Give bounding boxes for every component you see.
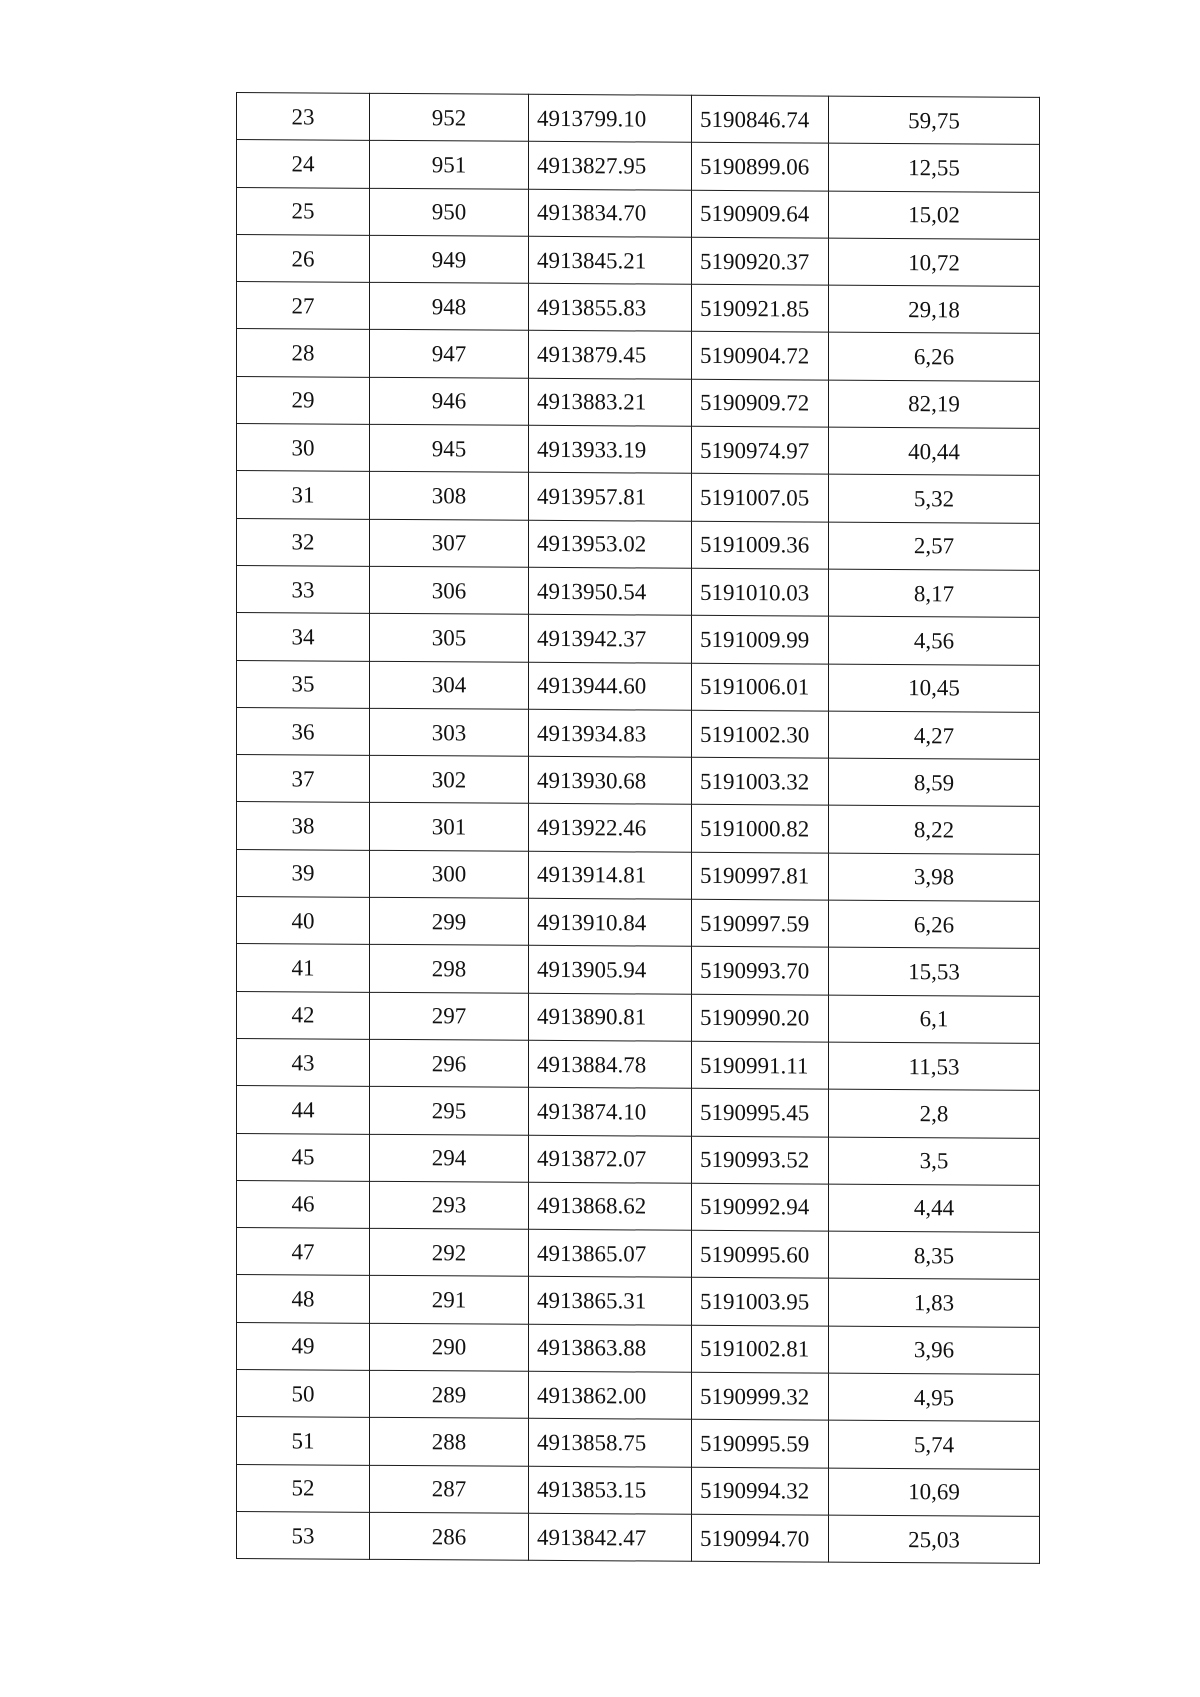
- row-number-cell: 38: [237, 802, 370, 850]
- point-number-cell: 304: [370, 661, 529, 709]
- row-number-cell: 51: [237, 1417, 370, 1465]
- y-coordinate-cell: 5191003.32: [692, 757, 829, 805]
- table-row: [237, 471, 1040, 523]
- row-number-cell: 49: [237, 1322, 370, 1370]
- table-row: [237, 944, 1040, 996]
- row-number-cell: 28: [237, 329, 370, 377]
- x-coordinate-cell: 4913874.10: [529, 1088, 692, 1136]
- point-number-cell: 292: [370, 1228, 529, 1276]
- segment-length-cell: 10,45: [829, 664, 1040, 713]
- y-coordinate-cell: 5190974.97: [692, 426, 829, 474]
- x-coordinate-cell: 4913868.62: [529, 1182, 692, 1230]
- row-number-cell: 32: [237, 518, 370, 566]
- y-coordinate-cell: 5190921.85: [692, 284, 829, 332]
- point-number-cell: 290: [370, 1323, 529, 1371]
- table-row: [237, 1511, 1040, 1563]
- segment-length-cell: 12,55: [829, 143, 1040, 192]
- x-coordinate-cell: 4913934.83: [529, 709, 692, 757]
- segment-length-cell: 8,22: [829, 806, 1040, 855]
- table-row: [237, 802, 1040, 854]
- point-number-cell: 288: [370, 1418, 529, 1466]
- table-row: [237, 897, 1040, 949]
- table-row: [237, 707, 1040, 759]
- y-coordinate-cell: 5190993.70: [692, 947, 829, 995]
- table-row: [237, 187, 1040, 239]
- segment-length-cell: 5,32: [829, 474, 1040, 523]
- y-coordinate-cell: 5190999.32: [692, 1372, 829, 1420]
- point-number-cell: 291: [370, 1276, 529, 1324]
- point-number-cell: 295: [370, 1087, 529, 1135]
- x-coordinate-cell: 4913842.47: [529, 1513, 692, 1561]
- point-number-cell: 298: [370, 945, 529, 993]
- segment-length-cell: 29,18: [829, 285, 1040, 334]
- y-coordinate-cell: 5191003.95: [692, 1278, 829, 1326]
- segment-length-cell: 40,44: [829, 427, 1040, 476]
- point-number-cell: 301: [370, 803, 529, 851]
- segment-length-cell: 82,19: [829, 380, 1040, 429]
- segment-length-cell: 3,98: [829, 853, 1040, 902]
- row-number-cell: 26: [237, 234, 370, 282]
- point-number-cell: 303: [370, 708, 529, 756]
- point-number-cell: 307: [370, 519, 529, 567]
- table-row: [237, 565, 1040, 617]
- y-coordinate-cell: 5190992.94: [692, 1183, 829, 1231]
- segment-length-cell: 11,53: [829, 1042, 1040, 1091]
- y-coordinate-cell: 5191009.36: [692, 521, 829, 569]
- y-coordinate-cell: 5190995.60: [692, 1230, 829, 1278]
- row-number-cell: 29: [237, 376, 370, 424]
- point-number-cell: 308: [370, 472, 529, 520]
- table-row: [237, 1228, 1040, 1280]
- row-number-cell: 40: [237, 897, 370, 945]
- x-coordinate-cell: 4913944.60: [529, 662, 692, 710]
- table-row: [237, 234, 1040, 286]
- segment-length-cell: 4,56: [829, 616, 1040, 665]
- row-number-cell: 36: [237, 707, 370, 755]
- x-coordinate-cell: 4913930.68: [529, 756, 692, 804]
- point-number-cell: 946: [370, 377, 529, 425]
- x-coordinate-cell: 4913858.75: [529, 1419, 692, 1467]
- row-number-cell: 25: [237, 187, 370, 235]
- point-number-cell: 305: [370, 614, 529, 662]
- y-coordinate-cell: 5190990.20: [692, 994, 829, 1042]
- x-coordinate-cell: 4913910.84: [529, 898, 692, 946]
- point-number-cell: 945: [370, 424, 529, 472]
- y-coordinate-cell: 5190904.72: [692, 332, 829, 380]
- y-coordinate-cell: 5190909.64: [692, 190, 829, 238]
- segment-length-cell: 8,17: [829, 569, 1040, 618]
- y-coordinate-cell: 5191000.82: [692, 805, 829, 853]
- table-row: [237, 282, 1040, 334]
- segment-length-cell: 2,57: [829, 522, 1040, 571]
- x-coordinate-cell: 4913883.21: [529, 378, 692, 426]
- row-number-cell: 24: [237, 140, 370, 188]
- y-coordinate-cell: 5191007.05: [692, 474, 829, 522]
- row-number-cell: 46: [237, 1180, 370, 1228]
- y-coordinate-cell: 5190994.70: [692, 1514, 829, 1562]
- row-number-cell: 31: [237, 471, 370, 519]
- row-number-cell: 30: [237, 424, 370, 472]
- x-coordinate-cell: 4913957.81: [529, 473, 692, 521]
- table-row: [237, 660, 1040, 712]
- table-row: [237, 1370, 1040, 1422]
- row-number-cell: 37: [237, 755, 370, 803]
- segment-length-cell: 5,74: [829, 1420, 1040, 1469]
- table-row: [237, 849, 1040, 901]
- table-row: [237, 376, 1040, 428]
- table-row: [237, 1180, 1040, 1232]
- table-row: [237, 1086, 1040, 1138]
- table-row: [237, 991, 1040, 1043]
- y-coordinate-cell: 5191002.30: [692, 710, 829, 758]
- x-coordinate-cell: 4913890.81: [529, 993, 692, 1041]
- point-number-cell: 951: [370, 141, 529, 189]
- x-coordinate-cell: 4913862.00: [529, 1371, 692, 1419]
- point-number-cell: 302: [370, 755, 529, 803]
- segment-length-cell: 2,8: [829, 1089, 1040, 1138]
- x-coordinate-cell: 4913853.15: [529, 1466, 692, 1514]
- x-coordinate-cell: 4913799.10: [529, 94, 692, 142]
- segment-length-cell: 10,72: [829, 238, 1040, 287]
- segment-length-cell: 25,03: [829, 1515, 1040, 1564]
- point-number-cell: 300: [370, 850, 529, 898]
- row-number-cell: 34: [237, 613, 370, 661]
- x-coordinate-cell: 4913872.07: [529, 1135, 692, 1183]
- segment-length-cell: 15,02: [829, 191, 1040, 240]
- table-row: [237, 329, 1040, 381]
- row-number-cell: 39: [237, 849, 370, 897]
- row-number-cell: 45: [237, 1133, 370, 1181]
- row-number-cell: 43: [237, 1038, 370, 1086]
- y-coordinate-cell: 5190846.74: [692, 95, 829, 143]
- table-row: [237, 518, 1040, 570]
- point-number-cell: 947: [370, 330, 529, 378]
- y-coordinate-cell: 5191009.99: [692, 616, 829, 664]
- y-coordinate-cell: 5191006.01: [692, 663, 829, 711]
- table-row: [237, 1038, 1040, 1090]
- segment-length-cell: 6,26: [829, 900, 1040, 949]
- y-coordinate-cell: 5190991.11: [692, 1041, 829, 1089]
- x-coordinate-cell: 4913834.70: [529, 189, 692, 237]
- y-coordinate-cell: 5190994.32: [692, 1467, 829, 1515]
- row-number-cell: 44: [237, 1086, 370, 1134]
- table-row: [237, 755, 1040, 807]
- segment-length-cell: 3,5: [829, 1137, 1040, 1186]
- y-coordinate-cell: 5190909.72: [692, 379, 829, 427]
- y-coordinate-cell: 5190899.06: [692, 143, 829, 191]
- y-coordinate-cell: 5190995.59: [692, 1420, 829, 1468]
- x-coordinate-cell: 4913879.45: [529, 331, 692, 379]
- y-coordinate-cell: 5190993.52: [692, 1136, 829, 1184]
- point-number-cell: 950: [370, 188, 529, 236]
- point-number-cell: 296: [370, 1039, 529, 1087]
- x-coordinate-cell: 4913953.02: [529, 520, 692, 568]
- coordinates-table: [236, 92, 1040, 1564]
- x-coordinate-cell: 4913855.83: [529, 283, 692, 331]
- segment-length-cell: 15,53: [829, 947, 1040, 996]
- table-row: [237, 1322, 1040, 1374]
- x-coordinate-cell: 4913827.95: [529, 142, 692, 190]
- y-coordinate-cell: 5190997.81: [692, 852, 829, 900]
- row-number-cell: 50: [237, 1370, 370, 1418]
- segment-length-cell: 4,44: [829, 1184, 1040, 1233]
- table-row: [237, 613, 1040, 665]
- segment-length-cell: 4,27: [829, 711, 1040, 760]
- y-coordinate-cell: 5191002.81: [692, 1325, 829, 1373]
- x-coordinate-cell: 4913865.07: [529, 1229, 692, 1277]
- segment-length-cell: 8,59: [829, 758, 1040, 807]
- point-number-cell: 297: [370, 992, 529, 1040]
- y-coordinate-cell: 5191010.03: [692, 568, 829, 616]
- point-number-cell: 289: [370, 1370, 529, 1418]
- point-number-cell: 306: [370, 566, 529, 614]
- x-coordinate-cell: 4913863.88: [529, 1324, 692, 1372]
- row-number-cell: 53: [237, 1511, 370, 1559]
- x-coordinate-cell: 4913922.46: [529, 804, 692, 852]
- row-number-cell: 23: [237, 93, 370, 141]
- segment-length-cell: 1,83: [829, 1279, 1040, 1328]
- point-number-cell: 949: [370, 235, 529, 283]
- point-number-cell: 293: [370, 1181, 529, 1229]
- coordinates-table-body: [237, 93, 1040, 1564]
- y-coordinate-cell: 5190995.45: [692, 1089, 829, 1137]
- x-coordinate-cell: 4913942.37: [529, 615, 692, 663]
- row-number-cell: 41: [237, 944, 370, 992]
- row-number-cell: 52: [237, 1464, 370, 1512]
- table-row: [237, 1417, 1040, 1469]
- segment-length-cell: 8,35: [829, 1231, 1040, 1280]
- table-row: [237, 1133, 1040, 1185]
- row-number-cell: 33: [237, 565, 370, 613]
- point-number-cell: 294: [370, 1134, 529, 1182]
- x-coordinate-cell: 4913950.54: [529, 567, 692, 615]
- segment-length-cell: 3,96: [829, 1326, 1040, 1375]
- point-number-cell: 287: [370, 1465, 529, 1513]
- segment-length-cell: 10,69: [829, 1468, 1040, 1517]
- table-row: [237, 140, 1040, 192]
- table-row: [237, 1275, 1040, 1327]
- row-number-cell: 27: [237, 282, 370, 330]
- row-number-cell: 35: [237, 660, 370, 708]
- x-coordinate-cell: 4913905.94: [529, 946, 692, 994]
- point-number-cell: 286: [370, 1512, 529, 1560]
- segment-length-cell: 6,26: [829, 333, 1040, 382]
- table-row: [237, 424, 1040, 476]
- segment-length-cell: 59,75: [829, 96, 1040, 145]
- row-number-cell: 48: [237, 1275, 370, 1323]
- x-coordinate-cell: 4913914.81: [529, 851, 692, 899]
- x-coordinate-cell: 4913933.19: [529, 425, 692, 473]
- y-coordinate-cell: 5190920.37: [692, 237, 829, 285]
- point-number-cell: 952: [370, 93, 529, 141]
- x-coordinate-cell: 4913865.31: [529, 1277, 692, 1325]
- table-row: [237, 1464, 1040, 1516]
- table-row: [237, 93, 1040, 145]
- segment-length-cell: 6,1: [829, 995, 1040, 1044]
- point-number-cell: 299: [370, 897, 529, 945]
- row-number-cell: 42: [237, 991, 370, 1039]
- x-coordinate-cell: 4913845.21: [529, 236, 692, 284]
- point-number-cell: 948: [370, 283, 529, 331]
- row-number-cell: 47: [237, 1228, 370, 1276]
- y-coordinate-cell: 5190997.59: [692, 899, 829, 947]
- segment-length-cell: 4,95: [829, 1373, 1040, 1422]
- x-coordinate-cell: 4913884.78: [529, 1040, 692, 1088]
